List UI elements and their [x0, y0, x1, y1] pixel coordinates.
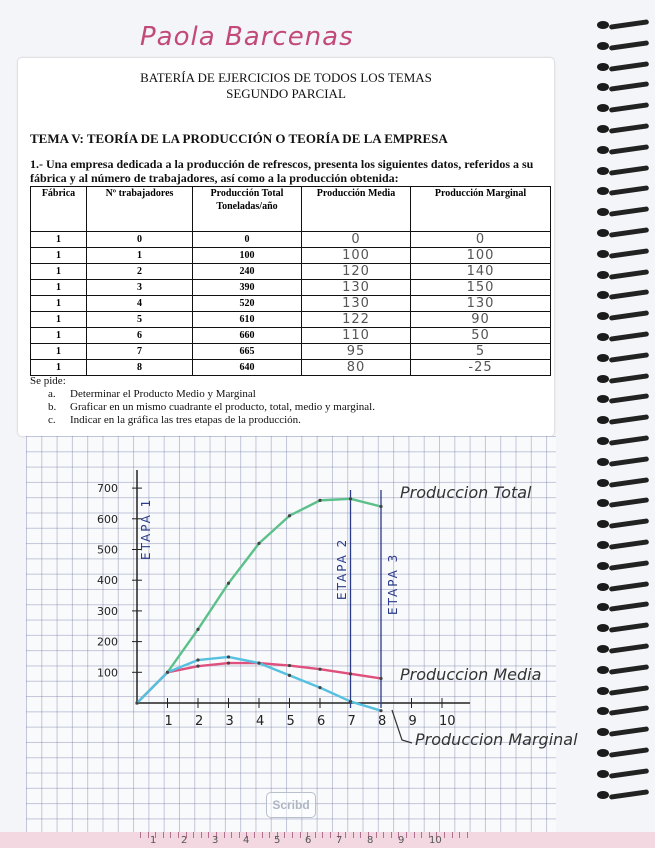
series-label: Produccion Total [400, 483, 532, 502]
ruler-tick [315, 832, 316, 838]
spiral-coil [609, 61, 649, 72]
spiral-coil [609, 539, 649, 550]
spiral-coil [609, 310, 649, 321]
table-cell: 665 [193, 344, 302, 360]
spiral-ring [597, 62, 649, 72]
x-tick-label: 8 [378, 714, 387, 729]
ruler-tick [322, 832, 323, 838]
table-cell: 90 [411, 312, 551, 328]
spiral-coil [609, 456, 649, 467]
ruler-number: 7 [336, 835, 343, 846]
spiral-hole [597, 583, 609, 591]
spiral-ring [597, 582, 649, 592]
spiral-coil [609, 144, 649, 155]
y-tick-label: 100 [97, 666, 118, 680]
ruler-tick [360, 832, 361, 838]
table-cell: 130 [411, 296, 551, 312]
spiral-coil [609, 82, 649, 93]
author-name: Paola Barcenas [140, 22, 354, 52]
ruler-tick [148, 832, 149, 838]
spiral-ring [597, 207, 649, 217]
table-cell: 100 [302, 248, 411, 264]
spiral-coil [609, 643, 649, 654]
spiral-ring [597, 561, 649, 571]
spiral-hole [597, 603, 609, 611]
table-cell: 50 [411, 328, 551, 344]
spiral-hole [597, 187, 609, 195]
header-trabajadores: Nº trabajadores [87, 187, 193, 232]
table-cell: 0 [193, 232, 302, 248]
x-tick-label: 5 [286, 714, 295, 729]
spiral-hole [597, 458, 609, 466]
x-tick-label: 9 [408, 714, 417, 729]
spiral-coil [609, 394, 649, 405]
table-cell: 0 [302, 232, 411, 248]
data-point [166, 671, 169, 674]
data-point [318, 668, 321, 671]
data-point [349, 700, 352, 703]
spiral-ring [597, 394, 649, 404]
table-cell: 520 [193, 296, 302, 312]
ruler-tick [269, 832, 270, 838]
spiral-hole [597, 791, 609, 799]
chart-lines [135, 497, 382, 712]
spiral-ring [597, 103, 649, 113]
table-cell: 1 [31, 312, 87, 328]
table-cell: 0 [411, 232, 551, 248]
task-letter: c. [48, 414, 56, 426]
spiral-ring [597, 727, 649, 737]
spiral-ring [597, 665, 649, 675]
table-cell: 80 [302, 360, 411, 376]
spiral-hole [597, 395, 609, 403]
spiral-ring [597, 82, 649, 92]
ruler-number: 9 [398, 835, 405, 846]
spiral-hole [597, 645, 609, 653]
ruler-tick [353, 832, 354, 838]
data-point [288, 674, 291, 677]
header-produccion-marginal: Producción Marginal [411, 187, 551, 232]
data-point [288, 664, 291, 667]
spiral-ring [597, 748, 649, 758]
ruler-number: 4 [243, 835, 250, 846]
ruler-tick [201, 832, 202, 838]
ruler-number: 10 [429, 835, 442, 846]
data-point [288, 514, 291, 517]
spiral-hole [597, 250, 609, 258]
spiral-ring [597, 124, 649, 134]
spiral-coil [609, 685, 649, 696]
spiral-ring [597, 374, 649, 384]
data-point [257, 661, 260, 664]
ruler-tick [193, 832, 194, 838]
exercise-statement: 1.- Una empresa dedicada a la producción de refrescos, presenta los siguientes datos, referidos a su fábrica y al número de trabajadores, así como a la producción obtenida: [30, 157, 534, 185]
spiral-hole [597, 333, 609, 341]
ruler-tick [376, 832, 377, 838]
table-cell: 150 [411, 280, 551, 296]
data-point [196, 658, 199, 661]
ruler-tick [467, 832, 468, 838]
spiral-hole [597, 354, 609, 362]
spiral-coil [609, 789, 649, 800]
spiral-hole [597, 83, 609, 91]
table-cell: 610 [193, 312, 302, 328]
stage-label: ETAPA 3 [386, 552, 400, 615]
data-point [257, 542, 260, 545]
table-cell: 1 [87, 248, 193, 264]
ruler-tick [459, 832, 460, 838]
data-point [379, 709, 382, 712]
spiral-hole [597, 375, 609, 383]
spiral-hole [597, 666, 609, 674]
data-point [227, 582, 230, 585]
spiral-hole [597, 291, 609, 299]
ruler-tick [345, 832, 346, 838]
y-tick-label: 600 [97, 512, 118, 526]
spiral-hole [597, 104, 609, 112]
spiral-hole [597, 125, 609, 133]
ruler-tick [421, 832, 422, 838]
task-text: Determinar el Producto Medio y Marginal [70, 388, 256, 400]
spiral-hole [597, 541, 609, 549]
ruler-tick [383, 832, 384, 838]
spiral-hole [597, 63, 609, 71]
header-fabrica: Fábrica [31, 187, 87, 232]
data-point [349, 497, 352, 500]
table-cell: 5 [87, 312, 193, 328]
table-cell: 390 [193, 280, 302, 296]
spiral-ring [597, 498, 649, 508]
spiral-ring [597, 311, 649, 321]
spiral-coil [609, 269, 649, 280]
data-point [227, 655, 230, 658]
spiral-coil [609, 664, 649, 675]
spiral-coil [609, 498, 649, 509]
spiral-ring [597, 706, 649, 716]
spiral-hole [597, 562, 609, 570]
spiral-coil [609, 102, 649, 113]
spiral-ring [597, 332, 649, 342]
spiral-coil [609, 206, 649, 217]
data-point [196, 628, 199, 631]
ruler-tick [178, 832, 179, 838]
table-cell: 130 [302, 296, 411, 312]
spiral-ring [597, 623, 649, 633]
stage-label: ETAPA 1 [139, 497, 153, 560]
table-cell: 130 [302, 280, 411, 296]
spiral-ring [597, 41, 649, 51]
table-cell: 122 [302, 312, 411, 328]
y-tick-label: 300 [97, 604, 118, 618]
spiral-coil [609, 331, 649, 342]
spiral-coil [609, 373, 649, 384]
spiral-coil [609, 123, 649, 134]
spiral-coil [609, 747, 649, 758]
spiral-ring [597, 478, 649, 488]
chart-labels [392, 483, 578, 749]
spiral-ring [597, 519, 649, 529]
table-cell: 1 [31, 264, 87, 280]
table-cell: 140 [411, 264, 551, 280]
table-cell: 240 [193, 264, 302, 280]
spiral-ring [597, 228, 649, 238]
spiral-ring [597, 540, 649, 550]
spiral-coil [609, 40, 649, 51]
ruler-tick [414, 832, 415, 838]
spiral-coil [609, 248, 649, 259]
spiral-coil [609, 290, 649, 301]
ruler-tick [163, 832, 164, 838]
spiral-coil [609, 706, 649, 717]
header-produccion-total: Producción Total Toneladas/año [193, 187, 302, 232]
ruler-strip [0, 832, 655, 848]
data-point [135, 701, 138, 704]
spiral-hole [597, 229, 609, 237]
data-point [227, 661, 230, 664]
spiral-ring [597, 270, 649, 280]
spiral-coil [609, 414, 649, 425]
task-letter: b. [48, 401, 57, 413]
spiral-ring [597, 436, 649, 446]
spiral-ring [597, 166, 649, 176]
table-cell: 110 [302, 328, 411, 344]
y-tick-label: 500 [97, 543, 118, 557]
spiral-ring [597, 20, 649, 30]
spiral-coil [609, 581, 649, 592]
table-cell: 1 [31, 280, 87, 296]
y-tick-label: 400 [97, 574, 118, 588]
table-cell: 100 [411, 248, 551, 264]
task-text: Indicar en la gráfica las tres etapas de la producción. [70, 414, 301, 426]
spiral-ring [597, 186, 649, 196]
ruler-number: 3 [212, 835, 219, 846]
spiral-ring [597, 415, 649, 425]
data-point [349, 672, 352, 675]
y-tick-label: 700 [97, 482, 118, 496]
spiral-hole [597, 146, 609, 154]
table-cell: 0 [87, 232, 193, 248]
table-cell: 4 [87, 296, 193, 312]
spiral-hole [597, 312, 609, 320]
spiral-ring [597, 249, 649, 259]
tasks-intro: Se pide: [30, 375, 66, 387]
table-cell: 1 [31, 232, 87, 248]
spiral-hole [597, 520, 609, 528]
table-cell: 6 [87, 328, 193, 344]
spiral-ring [597, 145, 649, 155]
spiral-coil [609, 622, 649, 633]
table-cell: 660 [193, 328, 302, 344]
spiral-coil [609, 768, 649, 779]
spiral-ring [597, 353, 649, 363]
data-point [379, 505, 382, 508]
spiral-hole [597, 499, 609, 507]
spiral-hole [597, 208, 609, 216]
ruler-tick [300, 832, 301, 838]
ruler-tick [170, 832, 171, 838]
spiral-coil [609, 186, 649, 197]
ruler-tick [208, 832, 209, 838]
spiral-coil [609, 726, 649, 737]
header-produccion-media: Producción Media [302, 187, 411, 232]
table-cell: 640 [193, 360, 302, 376]
spiral-coil [609, 518, 649, 529]
ruler-tick [292, 832, 293, 838]
spiral-hole [597, 707, 609, 715]
x-tick-label: 2 [195, 714, 204, 729]
ruler-tick [284, 832, 285, 838]
data-point [379, 677, 382, 680]
spiral-hole [597, 479, 609, 487]
spiral-coil [609, 352, 649, 363]
data-point [318, 686, 321, 689]
table-cell: 95 [302, 344, 411, 360]
spiral-hole [597, 728, 609, 736]
ruler-tick [231, 832, 232, 838]
series-label: Produccion Media [400, 665, 542, 684]
ruler-tick [254, 832, 255, 838]
x-tick-label: 3 [225, 714, 234, 729]
spiral-coil [609, 560, 649, 571]
table-cell: 3 [87, 280, 193, 296]
ruler-tick [224, 832, 225, 838]
ruler-number: 5 [274, 835, 281, 846]
table-cell: 1 [31, 296, 87, 312]
ruler-tick [330, 832, 331, 838]
ruler-tick [452, 832, 453, 838]
x-tick-label: 6 [317, 714, 326, 729]
table-cell: 1 [31, 248, 87, 264]
spiral-hole [597, 437, 609, 445]
task-letter: a. [48, 388, 56, 400]
y-tick-label: 200 [97, 635, 118, 649]
table-cell: 1 [31, 360, 87, 376]
spiral-hole [597, 687, 609, 695]
spiral-ring [597, 644, 649, 654]
ruler-number: 2 [181, 835, 188, 846]
spiral-hole [597, 21, 609, 29]
table-cell: 2 [87, 264, 193, 280]
scribd-watermark: Scribd [266, 792, 316, 818]
spiral-hole [597, 167, 609, 175]
spiral-hole [597, 416, 609, 424]
x-tick-label: 7 [347, 714, 356, 729]
spiral-coil [609, 477, 649, 488]
spiral-hole [597, 624, 609, 632]
ruler-tick [140, 832, 141, 838]
data-point [318, 499, 321, 502]
spiral-hole [597, 770, 609, 778]
spiral-ring [597, 602, 649, 612]
table-cell: 120 [302, 264, 411, 280]
ruler-tick [262, 832, 263, 838]
spiral-ring [597, 290, 649, 300]
spiral-coil [609, 602, 649, 613]
table-cell: 1 [31, 328, 87, 344]
x-tick-label: 1 [164, 714, 173, 729]
table-cell: 8 [87, 360, 193, 376]
spiral-ring [597, 457, 649, 467]
spiral-coil [609, 227, 649, 238]
notebook-spiral [595, 20, 655, 820]
table-cell: 100 [193, 248, 302, 264]
spiral-ring [597, 686, 649, 696]
spiral-hole [597, 749, 609, 757]
ruler-number: 8 [367, 835, 374, 846]
ruler-tick [239, 832, 240, 838]
spiral-coil [609, 435, 649, 446]
topic-heading: TEMA V: TEORÍA DE LA PRODUCCIÓN O TEORÍA DE LA EMPRESA [30, 131, 448, 146]
table-cell: 1 [31, 344, 87, 360]
task-text: Graficar en un mismo cuadrante el producto, total, medio y marginal. [70, 401, 375, 413]
table-cell: -25 [411, 360, 551, 376]
ruler-tick [406, 832, 407, 838]
spiral-hole [597, 42, 609, 50]
spiral-coil [609, 165, 649, 176]
table-cell: 7 [87, 344, 193, 360]
sheet-title: BATERÍA DE EJERCICIOS DE TODOS LOS TEMAS [140, 70, 432, 85]
series-label: Produccion Marginal [415, 730, 578, 749]
ruler-number: 1 [150, 835, 157, 846]
table-cell: 5 [411, 344, 551, 360]
ruler-tick [391, 832, 392, 838]
x-tick-label: 4 [256, 714, 265, 729]
data-point [196, 665, 199, 668]
x-tick-label: 10 [439, 714, 456, 729]
ruler-number: 6 [305, 835, 312, 846]
spiral-ring [597, 769, 649, 779]
ruler-tick [444, 832, 445, 838]
stage-label: ETAPA 2 [335, 537, 349, 600]
spiral-hole [597, 271, 609, 279]
sheet-subtitle: SEGUNDO PARCIAL [226, 86, 346, 101]
spiral-ring [597, 790, 649, 800]
spiral-coil [609, 19, 649, 30]
